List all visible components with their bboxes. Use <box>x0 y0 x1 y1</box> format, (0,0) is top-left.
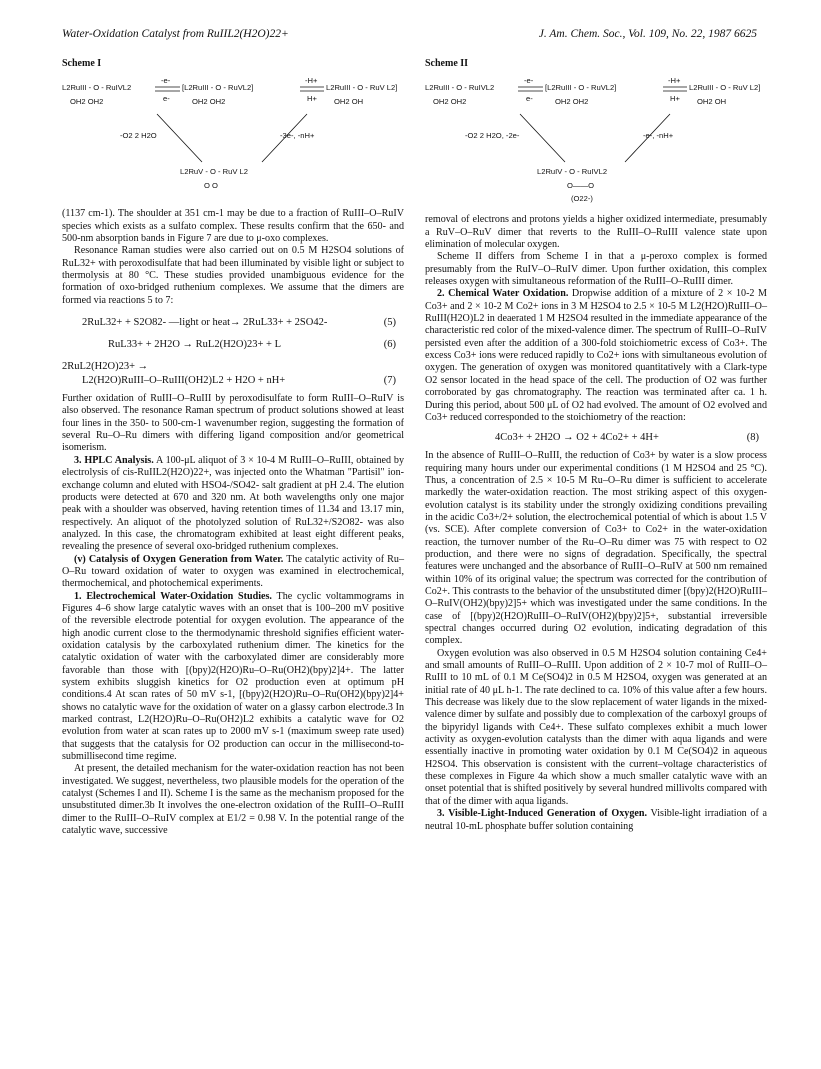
left-paragraph-7: At present, the detailed mechanism for the water-oxidation reaction has not been investigated. We suggest, nevertheless, two plausible models for the operation of the catalyst (Schemes I and II). Scheme I is the same as the mechanism proposed for the unsubstituted dimer.3b It involves the one-electron oxidation of the RuIII–O–RuIII dimer to the RuIII–O–RuIV complex at E1/2 = 0.98 V. In the potential range of the catalytic wave, successive <box>62 763 404 837</box>
scheme-2-arrow-2-top: -H+ <box>668 76 681 86</box>
electrochemical-heading: 1. Electrochemical Water-Oxidation Studies. <box>74 590 272 602</box>
right-paragraph-3 <box>425 288 767 424</box>
chemical-oxidation-text: Dropwise addition of a mixture of 2 × 10-2 M Co3+ and 2 × 10-2 M Co2+ ions in 3 M H2SO4 to 2.5 × 10-5 M L2(H2O)RuIII–O–RuIII(H2O)L2 in deaerated 1 M H2SO4 resulted in the immediate appearance of the characteristic red color of the mixed-valence dimer. The spectrum of RuIII–O–RuIV persisted even after the addition of a 300-fold stoichiometric excess of Co3+. The excess Co3+ ions were reduced rapidly to Co2+ ions with simultaneous evolution of oxygen. The generation of oxygen was monitored quantitatively with a Clark-type O2 sensor located in the head space of the cell. The production of O2 was further corroborated by gas chromatography. The reaction was terminated after ca. 1 h. During this period, about 500 μL of O2 had evolved. The amount of O2 evolved and Co3+ reduced corresponded to the stoichiometry of the reaction: <box>425 288 767 423</box>
equation-5-body: 2RuL32+ + S2O82- —light or heat→ 2RuL33+ + 2SO42- <box>82 317 328 329</box>
left-paragraph-2: Resonance Raman studies were also carried out on 0.5 M H2SO4 solutions of RuL32+ with peroxodisulfate that had been illuminated by visible light or subject to thermolysis at 80 °C. These studies provided unambiguous evidence for the formation of oxo-bridged ruthenium complexes. We assume that the dimers are formed via reactions 5 to 7: <box>62 245 404 306</box>
scheme-2-intermediate: [L2RuIII - O - RuVL2] <box>545 83 617 93</box>
catalysis-text: The catalytic activity of Ru–O–Ru toward oxidation of water to oxygen was examined in electrochemical, thermochemical, and photochemical experiments. <box>62 553 404 590</box>
scheme-1-intermediate: [L2RuIII - O - RuVL2] <box>182 83 254 93</box>
scheme-2-peroxo-label: (O22-) <box>571 194 593 204</box>
scheme-2-reactant: L2RuIII - O - RuIVL2 <box>425 83 495 93</box>
equation-8-number: (8) <box>746 432 759 444</box>
scheme-2-diagram <box>425 74 767 208</box>
scheme-1-reactant: L2RuIII - O - RuIVL2 <box>62 83 132 93</box>
equation-5 <box>62 313 404 335</box>
scheme-2-bottom-species: L2RuIV - O - RuIVL2 <box>537 167 608 177</box>
running-title: Water-Oxidation Catalyst from RuIIL2(H2O)22+ <box>62 28 289 40</box>
equation-6-number: (6) <box>383 339 396 351</box>
scheme-2-arrow-1-top: -e- <box>524 76 534 86</box>
equation-7-line-1: 2RuL2(H2O)23+ → <box>62 361 149 373</box>
electrochemical-text: The cyclic voltammograms in Figures 4–6 show large catalytic waves with an onset that is 100–200 mV positive of the reversible electrode potential for oxygen evolution. The appearance of the high anodic current close to the thermodynamic threshold signifies efficient water-oxidation catalysis by the carboxylated ruthenium dimer. The kinetics for the catalytic oxidation of water with the carboxylated dimer are considerably more favorable than those with [(bpy)2(H2O)Ru–O–Ru(OH2)(bpy)2]4+. The latter system exhibits sluggish kinetics for O2 production even at optimum pH conditions.4 At scan rates of 50 mV s-1, [(bpy)2(H2O)Ru–O–Ru(OH2)(bpy)2]4+ shows no catalytic wave for the oxidation of water on a glassy carbon electrode.3 In marked contrast, L2(H2O)Ru–O–Ru(OH2)L2 exhibits a catalytic wave for O2 evolution from water at scan rates up to 2000 mV s-1 (maximum sweep rate used) that suggests that the catalysis for O2 production can occur in the millisecond-to-submillisecond time regime. <box>62 590 404 763</box>
scheme-2-arrow-2-bottom: H+ <box>670 94 680 104</box>
right-paragraph-6 <box>425 808 767 833</box>
equation-6-body: RuL33+ + 2H2O → RuL2(H2O)23+ + L <box>108 339 282 351</box>
scheme-1-right-label: -3e-, -nH+ <box>280 131 315 141</box>
scheme-1-bottom-ligands: O O <box>204 181 218 191</box>
scheme-1-bottom-species: L2RuV - O - RuV L2 <box>180 167 248 177</box>
equation-5-number: (5) <box>383 317 396 329</box>
visible-light-text: Visible-light irradiation of a neutral 10-mL phosphate buffer solution containing <box>425 808 767 832</box>
scheme-1-reactant-ligands: OH2 OH2 <box>70 97 104 107</box>
hplc-text: A 100-μL aliquot of 3 × 10-4 M RuIII–O–RuIII, obtained by electrolysis of cis-RuIIL2(H2O)22+, was injected onto the Whatman "Partisil" ion-exchange column and eluted with HSO4-/SO42- salt gradient at pH 2.4. The elution products were detected at 670 and 320 nm. At both wavelengths only one major peak with a shoulder was observed, having retention times of 11.34 and 13.17 min, respectively. An aliquot of the photolyzed solution of RuL32+/S2O82- was also analyzed. In this case, the chromatogram exhibited at least eight different peaks, revealing the presence of several oxo-bridged ruthenium complexes. <box>62 454 404 553</box>
scheme-2-left-label: -O2 2 H2O, -2e- <box>465 131 520 141</box>
scheme-1-arrow-1-bottom: e- <box>163 94 170 104</box>
left-paragraph-1: (1137 cm-1). The shoulder at 351 cm-1 may be due to a fraction of RuIII–O–RuIV species which exists as a sulfato complex. These results confirm that the 650- and 500-nm absorption bands in Figure 7 are due to μ-oxo complexes. <box>62 208 404 245</box>
scheme-2-title: Scheme II <box>425 58 469 69</box>
scheme-2-peroxo-bridge: O——O <box>567 181 595 191</box>
scheme-1-arrow-2-bottom: H+ <box>307 94 317 104</box>
scheme-1-title: Scheme I <box>62 58 102 69</box>
scheme-1-product-ligands: OH2 OH <box>334 97 364 107</box>
catalysis-heading: (v) Catalysis of Oxygen Generation from Water. <box>74 553 284 565</box>
equation-6 <box>62 335 404 357</box>
chemical-oxidation-heading: 2. Chemical Water Oxidation. <box>437 288 569 300</box>
equation-7-number: (7) <box>383 375 396 387</box>
scheme-2-product-ligands: OH2 OH <box>697 97 727 107</box>
right-column <box>425 58 767 833</box>
journal-citation: J. Am. Chem. Soc., Vol. 109, No. 22, 1987 6625 <box>538 28 757 40</box>
scheme-2-product: L2RuIII - O - RuV L2] <box>689 83 761 93</box>
left-paragraph-6 <box>62 591 404 764</box>
scheme-1-diagram <box>62 74 404 202</box>
scheme-1-intermediate-ligands: OH2 OH2 <box>192 97 226 107</box>
equation-7-line-2: L2(H2O)RuIII–O–RuIII(OH2)L2 + H2O + nH+ <box>82 375 286 387</box>
left-paragraph-5 <box>62 554 404 591</box>
scheme-1-product: L2RuIII - O - RuV L2] <box>326 83 398 93</box>
right-paragraph-4: In the absence of RuIII–O–RuIII, the reduction of Co3+ by water is a slow process requiring many hours under our experimental conditions (1 M H2SO4 and 25 °C). Thus, a concentration of 2.5 × 10-5 M Ru–O–Ru dimer is sufficient to accelerate markedly the water-oxidation reaction. The most striking aspect of this oxygen-evolution catalyst is its stability under the strongly oxidizing conditions prevailing in the acidic Co3+/2+ solution, the electrochemical potential of which is about 1.5 V (vs. SCE). After complete conversion of Co3+ to Co2+ in the water-oxidation reaction, the turnover number of the Ru–O–Ru dimer was 75 with respect to O2 production, and there were no signs of degradation. Specifically, the spectral features were unchanged and the absorbance of RuIII–O–RuIV at 500 nm remained within 10% of its original value; the spectrum was corrected for the contribution of Co2+. This contrasts to the behavior of the unsubstituted dimer [(bpy)2(H2O)RuIII–O–RuIV(OH2)(bpy)2]5+ which was investigated under the same conditions. In the case of [(bpy)2(H2O)RuIII–O–RuIV(OH2)(bpy)2]5+, substantial irreversible spectral changes occurred during O2 evolution, indicating degradation of this complex. <box>425 450 767 647</box>
scheme-1-left-label: -O2 2 H2O <box>120 131 157 141</box>
right-paragraph-5: Oxygen evolution was also observed in 0.5 M H2SO4 solution containing Ce4+ and small amounts of RuIII–O–RuIII. Upon addition of 2 × 10-7 mol of RuIII–O–RuIII to 10 mL of 0.1 M Ce(SO4)2 in 0.5 M H2SO4, oxygen was generated at an initial rate of 40 μL h-1. The rate declined to ca. 10% of this value after a few hours. This decrease was likely due to the slow replacement of water ligands in the mixed-valence dimer by sulfate and possibly due to complexation of the carboxyl groups of the bipyridyl ligands with Ce4+. These sulfato complexes exhibit a much lower activity as oxygen-evolution catalysts than the dimer with aqua ligands and were essentially inactive in promoting water oxidation by 0.1 M Ce(SO4)2 in aqueous H2SO4. This observation is consistent with the current–voltage characteristics of these complexes in Figure 4a which show a much smaller catalytic wave with an onset potential that is shifted positively by several hundred millivolts compared with that of the dimer with aqua ligands. <box>425 647 767 807</box>
visible-light-heading: 3. Visible-Light-Induced Generation of Oxygen. <box>437 808 647 820</box>
scheme-2-reactant-ligands: OH2 OH2 <box>433 97 467 107</box>
right-paragraph-2: Scheme II differs from Scheme I in that a μ-peroxo complex is formed presumably from the RuIV–O–RuIV dimer. Upon further oxidation, this complex releases oxygen with simultaneous reformation of the RuIII–O–RuIII dimer. <box>425 251 767 288</box>
equation-7 <box>62 357 404 393</box>
scheme-1-arrow-2-top: -H+ <box>305 76 318 86</box>
equation-8-body: 4Co3+ + 2H2O → O2 + 4Co2+ + 4H+ <box>495 432 659 444</box>
scheme-1-arrow-1-top: -e- <box>161 76 171 86</box>
equation-8 <box>425 428 767 450</box>
scheme-2-right-label: -e-, -nH+ <box>643 131 674 141</box>
left-paragraph-3: Further oxidation of RuIII–O–RuIII by peroxodisulfate to form RuIII–O–RuIV is also observed. The resonance Raman spectrum of product solutions showed at least four lines in the 350- to 500-cm-1 wavenumber region, suggesting the formation of several Ru–O–Ru dimers with differing ligand composition and/or geometrical isomerism. <box>62 393 404 454</box>
scheme-2-arrow-1-bottom: e- <box>526 94 533 104</box>
scheme-2-intermediate-ligands: OH2 OH2 <box>555 97 589 107</box>
hplc-heading: 3. HPLC Analysis. <box>74 454 154 466</box>
right-paragraph-1: removal of electrons and protons yields a higher oxidized intermediate, presumably a RuV–O–RuV dimer that reverts to the RuIII–O–RuIII valence state upon elimination of molecular oxygen. <box>425 214 767 251</box>
left-column <box>62 58 404 837</box>
left-paragraph-4 <box>62 455 404 554</box>
